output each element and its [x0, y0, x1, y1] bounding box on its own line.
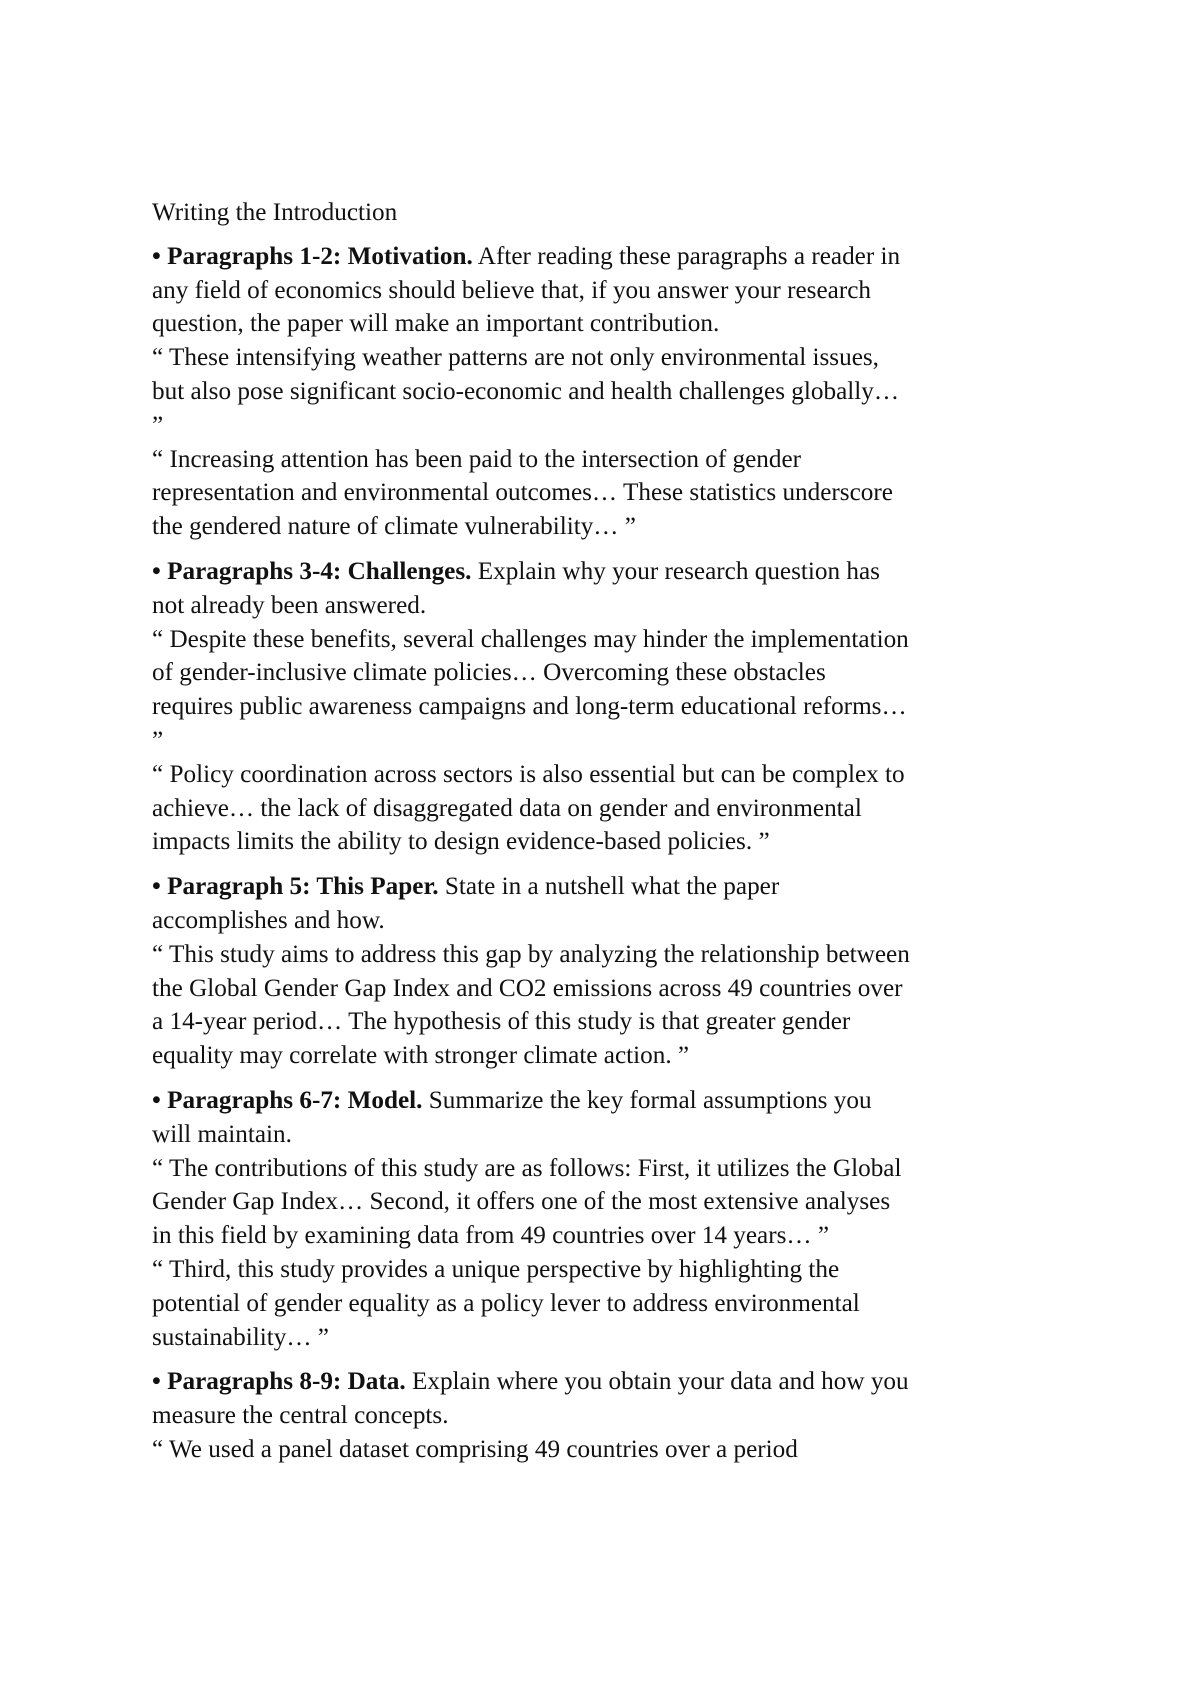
section-description: Explain where you obtain your data and how you measure the central concepts. — [152, 1368, 909, 1430]
example-quote: “ The contributions of this study are as follows: First, it utilizes the Global Gender Gap Index… Second, it offers one of the most extensive analyses in this field by examining data from 49 countries over 14 years… ” — [152, 1154, 902, 1250]
section-challenges — [152, 555, 912, 859]
example-quote: “ Despite these benefits, several challenges may hinder the implementation of gender-inclusive climate policies… Overcoming these obstacles requires public awareness campaigns and long-term educational reforms… ” — [152, 625, 909, 754]
example-quote: “ Increasing attention has been paid to the intersection of gender representation and environmental outcomes… These statistics underscore the gendered nature of climate vulnerability… ” — [152, 445, 893, 541]
example-quote: “ Policy coordination across sectors is also essential but can be complex to achieve… the lack of disaggregated data on gender and environmental impacts limits the ability to design evidence-based policies. ” — [152, 760, 905, 856]
section-intro — [152, 555, 912, 623]
example-quote: “ Third, this study provides a unique perspective by highlighting the potential of gender equality as a policy lever to address environmental sustainability… ” — [152, 1255, 860, 1351]
section-description: State in a nutshell what the paper accomplishes and how. — [152, 873, 780, 934]
section-intro — [152, 1084, 912, 1152]
document-page — [152, 196, 912, 1478]
section-intro — [152, 240, 912, 341]
section-model — [152, 1084, 912, 1354]
section-lead: • Paragraph 5: This Paper. — [152, 873, 439, 901]
section-lead: • Paragraphs 8-9: Data. — [152, 1368, 406, 1396]
section-description: Explain why your research question has not already been answered. — [152, 557, 880, 619]
section-data — [152, 1365, 912, 1466]
example-quote: “ This study aims to address this gap by analyzing the relationship between the Global Gender Gap Index and CO2 emissions across 49 countries over a 14-year period… The hypothesis of this study is that greater gender equality may correlate with stronger climate action. ” — [152, 940, 910, 1070]
section-lead: • Paragraphs 6-7: Model. — [152, 1086, 423, 1114]
section-lead: • Paragraphs 3-4: Challenges. — [152, 557, 472, 585]
section-intro — [152, 870, 912, 938]
document-heading: Writing the Introduction — [152, 199, 398, 226]
example-quote: “ These intensifying weather patterns are not only environmental issues, but also pose significant socio-economic and health challenges globally… ” — [152, 344, 900, 439]
section-description: After reading these paragraphs a reader in any field of economics should believe that, if you answer your research question, the paper will make an important contribution. — [152, 242, 901, 338]
section-motivation — [152, 240, 912, 544]
section-description: Summarize the key formal assumptions you will maintain. — [152, 1086, 872, 1148]
example-quote: “ We used a panel dataset comprising 49 countries over a period — [152, 1435, 798, 1463]
section-intro — [152, 1365, 912, 1433]
section-lead: • Paragraphs 1-2: Motivation. — [152, 242, 473, 270]
section-this-paper — [152, 870, 912, 1073]
